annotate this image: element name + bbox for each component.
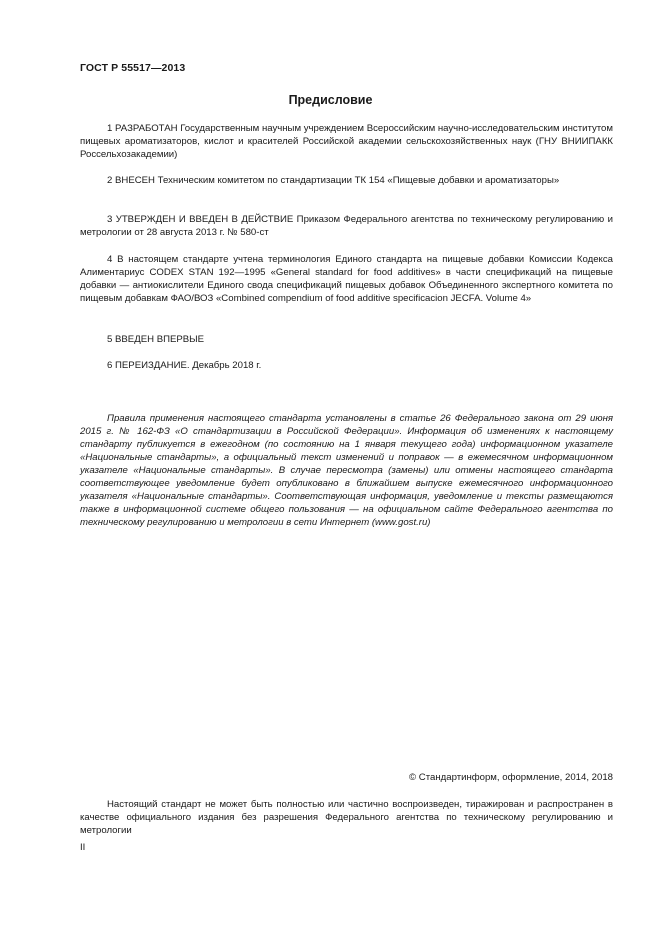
page-title: Предисловие <box>288 93 373 107</box>
reproduction-note: Настоящий стандарт не может быть полностью или частично воспроизведен, тиражирован и распространен в качестве официального издания без разрешения Федерального агентства по техническому регулированию и метрологии <box>80 799 613 836</box>
paragraph-1: 1 РАЗРАБОТАН Государственным научным учреждением Всероссийским научно-исследовательским институтом пищевых ароматизаторов, кислот и красителей Российской академии сельскохозяйственных наук (ГНУ ВНИИПАКК Россельхозакадемии) <box>80 123 613 160</box>
notice-paragraph: Правила применения настоящего стандарта установлены в статье 26 Федерального закона от 29 июня 2015 г. № 162-ФЗ «О стандартизации в Российской Федерации». Информация об изменениях к настоящему стандарту публикуется в ежегодном (по состоянию на 1 января текущего года) информационном указателе «Национальные стандарты», а официальный текст изменений и поправок — в ежемесячном информационном указателе «Национальные стандарты». В случае пересмотра (замены) или отмены настоящего стандарта соответствующее уведомление будет опубликовано в ближайшем выпуске ежемесячного информационного указателя «Национальные стандарты». Соответствующая информация, уведомление и тексты размещаются также в информационной системе общего пользования — на официальном сайте Федерального агентства по техническому регулированию и метрологии в сети Интернет (www.gost.ru) <box>80 413 613 528</box>
page-number: II <box>80 842 86 853</box>
paragraph-5: 5 ВВЕДЕН ВПЕРВЫЕ <box>107 334 205 345</box>
paragraph-2: 2 ВНЕСЕН Техническим комитетом по стандартизации ТК 154 «Пищевые добавки и ароматизаторы» <box>107 175 560 186</box>
standard-code: ГОСТ Р 55517—2013 <box>80 62 186 74</box>
paragraph-6: 6 ПЕРЕИЗДАНИЕ. Декабрь 2018 г. <box>107 360 262 371</box>
paragraph-3: 3 УТВЕРЖДЕН И ВВЕДЕН В ДЕЙСТВИЕ Приказом Федерального агентства по техническому регулированию и метрологии от 28 августа 2013 г. № 580-ст <box>80 214 613 238</box>
paragraph-4: 4 В настоящем стандарте учтена терминология Единого стандарта на пищевые добавки Комиссии Кодекса Алиментариус CODEX STAN 192—1995 «General standard for food additives» в части спецификаций на пищевые добавки — антиокислители Единого свода спецификаций пищевых добавок Объединенного экспертного комитета по пищевым добавкам ФАО/ВОЗ «Combined compendium of food additive specificacion JECFA. Volume 4» <box>80 254 613 304</box>
copyright-line: © Стандартинформ, оформление, 2014, 2018 <box>409 772 613 783</box>
